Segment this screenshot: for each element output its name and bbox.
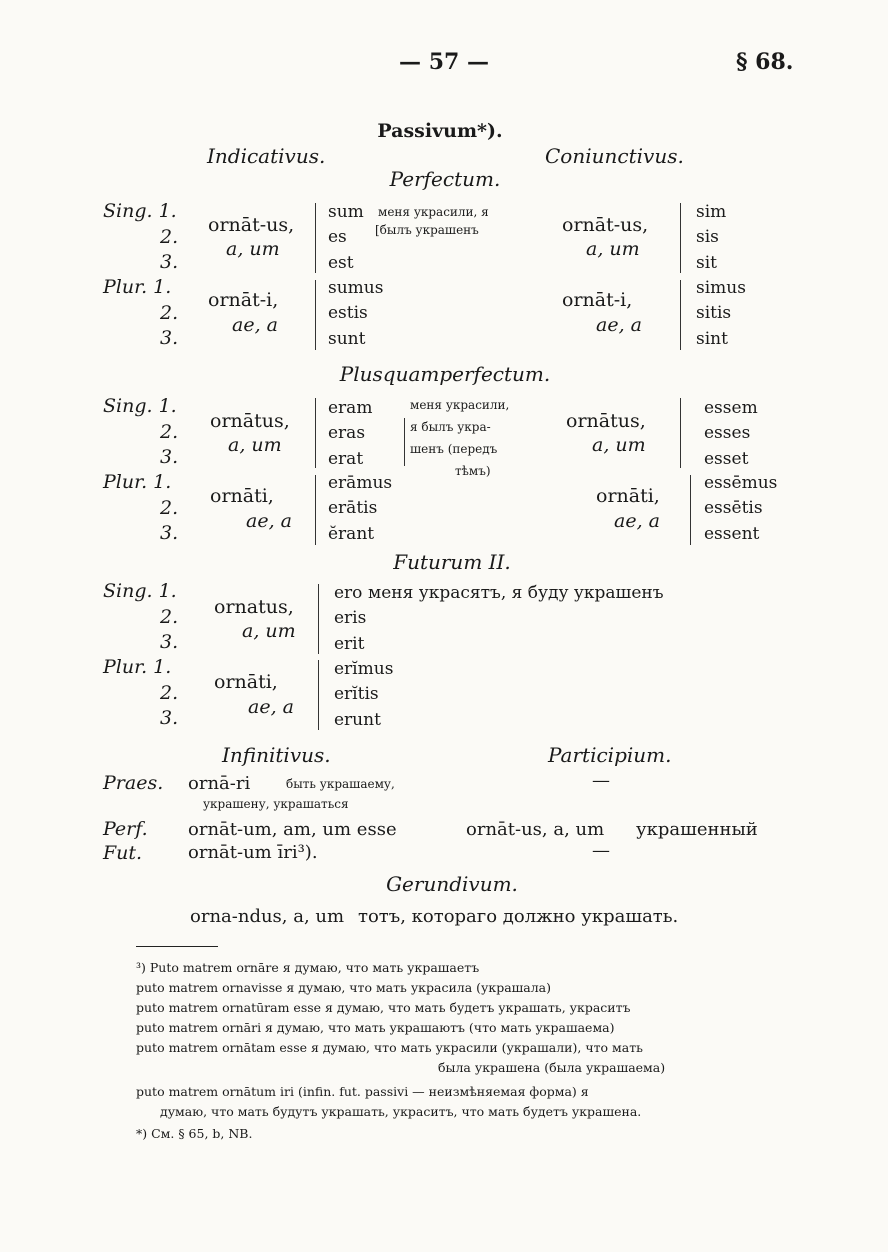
perf-label: Perf. xyxy=(103,818,148,840)
stem: ornāti, xyxy=(210,485,274,507)
stem: ornāt-us, xyxy=(208,214,295,236)
aux-ending: eram xyxy=(328,398,373,418)
footnote-line: puto matrem ornāri я думаю, что мать украшаютъ (что мать украшаема) xyxy=(136,1020,615,1035)
aux-ending: estis xyxy=(328,303,368,323)
aux-ending: ero xyxy=(334,583,363,603)
fut-label: Fut. xyxy=(103,842,143,864)
praes-gloss-2: украшену, украшаться xyxy=(203,797,349,811)
gloss: тѣмъ) xyxy=(455,464,491,478)
aux-ending: ĕrant xyxy=(328,524,375,544)
label-2: 2. xyxy=(160,497,179,519)
label-2: 2. xyxy=(160,421,179,443)
brace xyxy=(315,398,316,468)
footnote-line: была украшена (была украшаема) xyxy=(438,1060,666,1075)
aux-ending: erĭmus xyxy=(334,659,394,679)
aux-ending: sim xyxy=(696,202,727,222)
aux-ending: simus xyxy=(696,278,746,298)
gloss: меня украсили, xyxy=(410,398,510,412)
label-plur-1: Plur. 1. xyxy=(103,276,172,298)
stem-endings: a, um xyxy=(592,434,646,456)
perf-form: ornāt-um, am, um esse xyxy=(188,819,397,840)
aux-ending: esset xyxy=(704,449,749,469)
label-3: 3. xyxy=(160,631,179,653)
aux-ending: sit xyxy=(696,253,717,273)
stem-endings: a, um xyxy=(586,238,640,260)
stem: ornāt-i, xyxy=(562,289,633,311)
brace xyxy=(315,475,316,545)
gloss: [былъ украшенъ xyxy=(375,223,479,237)
gloss: я былъ укра- xyxy=(410,420,491,434)
perf-participle-gloss: украшенный xyxy=(636,819,758,840)
stem: ornātus, xyxy=(210,410,290,432)
section-number: § 68. xyxy=(736,49,794,75)
aux-ending: erat xyxy=(328,449,364,469)
label-3: 3. xyxy=(160,522,179,544)
aux-ending: essēmus xyxy=(704,473,778,493)
aux-ending: erĭtis xyxy=(334,684,379,704)
brace xyxy=(315,203,316,273)
aux-ending: essent xyxy=(704,524,760,544)
gloss: шенъ (передъ xyxy=(410,442,498,456)
aux-ending: erāmus xyxy=(328,473,393,493)
label-3: 3. xyxy=(160,327,179,349)
praes-form: ornā-ri xyxy=(188,773,251,794)
plusquamperfectum-heading: Plusquamperfectum. xyxy=(339,362,551,386)
indicative-heading: Indicativus. xyxy=(207,144,326,168)
aux-ending: erātis xyxy=(328,498,378,518)
label-2: 2. xyxy=(160,606,179,628)
brace xyxy=(680,203,681,273)
footnote-rule xyxy=(136,946,218,947)
aux-ending: est xyxy=(328,253,354,273)
brace xyxy=(680,398,681,468)
stem: ornatus, xyxy=(214,596,294,618)
stem: ornāti, xyxy=(214,671,278,693)
label-2: 2. xyxy=(160,226,179,248)
label-3: 3. xyxy=(160,251,179,273)
stem: ornāt-us, xyxy=(562,214,649,236)
gloss: меня украсили, я xyxy=(378,205,489,219)
brace xyxy=(318,660,319,730)
label-plur-1: Plur. 1. xyxy=(103,471,172,493)
stem: ornāti, xyxy=(596,485,660,507)
footnote-line: puto matrem ornavisse я думаю, что мать украсила (украшала) xyxy=(136,980,551,995)
gerundivum-form: orna-ndus, a, um xyxy=(190,906,345,927)
brace xyxy=(318,584,319,654)
footnote-line: ³) Puto matrem ornāre я думаю, что мать украшаетъ xyxy=(136,960,480,975)
footnote-line: думаю, что мать будутъ украшать, украситъ, что мать будетъ украшена. xyxy=(160,1104,642,1119)
infinitivus-heading: Infinitivus. xyxy=(222,743,331,767)
praes-participle: — xyxy=(592,770,610,791)
gerundivum-heading: Gerundivum. xyxy=(386,872,518,896)
aux-ending: sint xyxy=(696,329,728,349)
stem-endings: ae, a xyxy=(248,696,294,718)
aux-ending: esses xyxy=(704,423,751,443)
label-sing-1: Sing. 1. xyxy=(103,395,177,417)
aux-ending: eras xyxy=(328,423,366,443)
aux-ending: erunt xyxy=(334,710,381,730)
gloss: меня украсятъ, я буду украшенъ xyxy=(368,583,664,603)
page-number: — 57 — xyxy=(399,49,489,75)
perf-participle: ornāt-us, a, um xyxy=(466,819,605,840)
page-title: Passivum*). xyxy=(377,120,503,142)
futurum-heading: Futurum II. xyxy=(393,550,511,574)
aux-ending: sum xyxy=(328,202,364,222)
label-plur-1: Plur. 1. xyxy=(103,656,172,678)
aux-ending: es xyxy=(328,227,347,247)
stem-endings: ae, a xyxy=(246,510,292,532)
praes-gloss: быть украшаему, xyxy=(286,777,395,791)
stem-endings: a, um xyxy=(226,238,280,260)
label-sing-1: Sing. 1. xyxy=(103,200,177,222)
label-2: 2. xyxy=(160,682,179,704)
footnote-line: *) См. § 65, b, NB. xyxy=(136,1126,253,1141)
stem-endings: ae, a xyxy=(596,314,642,336)
brace xyxy=(680,280,681,350)
aux-ending: sis xyxy=(696,227,719,247)
perfectum-heading: Perfectum. xyxy=(389,167,501,191)
brace xyxy=(315,280,316,350)
label-sing-1: Sing. 1. xyxy=(103,580,177,602)
footnote-line: puto matrem ornatūram esse я думаю, что мать будетъ украшать, украситъ xyxy=(136,1000,631,1015)
stem-endings: ae, a xyxy=(232,314,278,336)
brace xyxy=(690,475,691,545)
participium-heading: Participium. xyxy=(548,743,672,767)
fut-form: ornāt-um īri³). xyxy=(188,842,318,863)
conjunctive-heading: Coniunctivus. xyxy=(545,144,684,168)
label-2: 2. xyxy=(160,302,179,324)
stem-endings: a, um xyxy=(242,620,296,642)
footnote-line: puto matrem ornātam esse я думаю, что мать украсили (украшали), что мать xyxy=(136,1040,643,1055)
stem: ornāt-i, xyxy=(208,289,279,311)
footnote-line: puto matrem ornātum iri (infin. fut. passivi — неизмѣняемая форма) я xyxy=(136,1084,589,1099)
gerundivum-gloss: тотъ, котораго должно украшать. xyxy=(358,906,679,927)
praes-label: Praes. xyxy=(103,772,164,794)
aux-ending: sumus xyxy=(328,278,384,298)
aux-ending: essētis xyxy=(704,498,763,518)
fut-participle: — xyxy=(592,840,610,861)
label-3: 3. xyxy=(160,446,179,468)
aux-ending: sunt xyxy=(328,329,366,349)
stem-endings: ae, a xyxy=(614,510,660,532)
label-3: 3. xyxy=(160,707,179,729)
aux-ending: sitis xyxy=(696,303,732,323)
stem-endings: a, um xyxy=(228,434,282,456)
separator xyxy=(404,418,405,466)
stem: ornātus, xyxy=(566,410,646,432)
aux-ending: erit xyxy=(334,634,365,654)
aux-ending: eris xyxy=(334,608,367,628)
aux-ending: essem xyxy=(704,398,758,418)
